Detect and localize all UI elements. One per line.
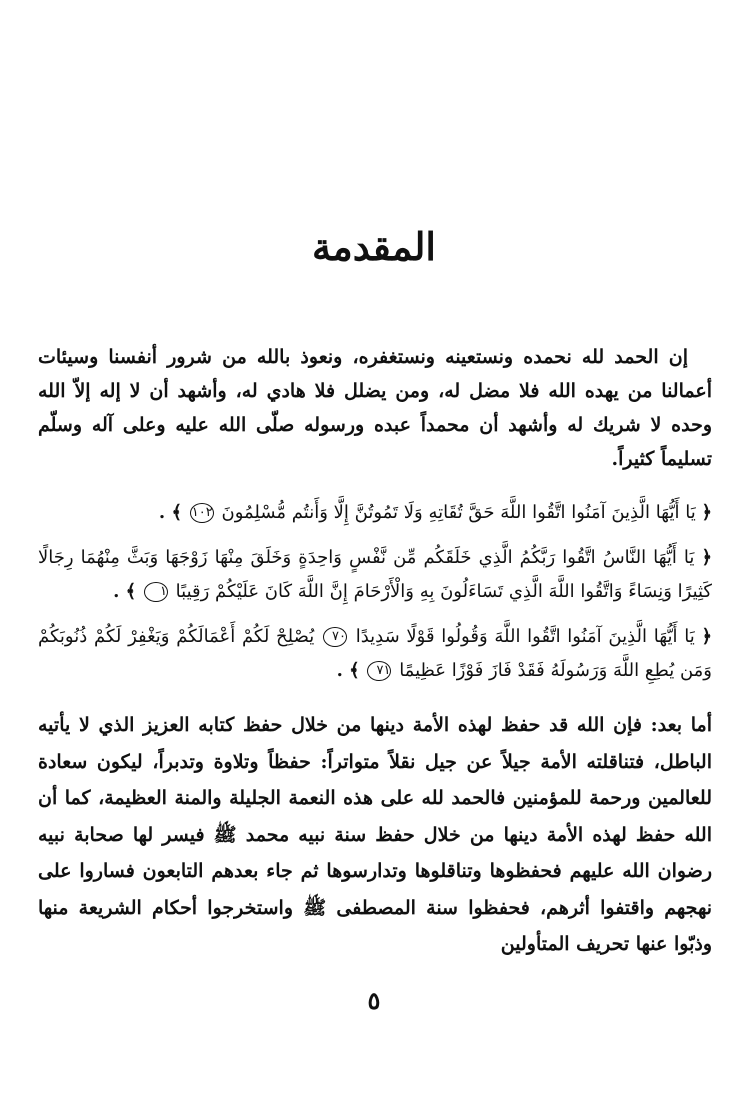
page-number: ٥	[367, 986, 381, 1015]
quran-verse-3	[38, 620, 712, 688]
verse-open-bracket: ﴿	[701, 547, 712, 568]
verse-number-b: ٧١	[367, 661, 391, 681]
page-title: المقدمة	[311, 224, 436, 269]
verse-number: ١٠٢	[190, 503, 214, 523]
verse-text: يَا أَيُّهَا النَّاسُ اتَّقُوا رَبَّكُمُ الَّذِي خَلَقَكُم مِّن نَّفْسٍ وَاحِدَةٍ وَخَلَقَ مِنْهَا زَوْجَهَا وَبَثَّ مِنْهُمَا رِجَالًا كَثِيرًا وَنِسَاءً وَاتَّقُوا اللَّهَ الَّذِي تَسَاءَلُونَ بِهِ وَالْأَرْحَامَ إِنَّ اللَّهَ كَانَ عَلَيْكُمْ رَقِيبًا	[38, 547, 712, 602]
verse-text-b: يُصْلِحْ لَكُمْ أَعْمَالَكُمْ وَيَغْفِرْ لَكُمْ ذُنُوبَكُمْ وَمَن يُطِعِ اللَّهَ وَرَسُولَهُ فَقَدْ فَازَ فَوْزًا عَظِيمًا	[38, 626, 712, 681]
verse-open-bracket: ﴿	[701, 502, 712, 523]
verse-open-bracket: ﴿	[701, 626, 712, 647]
verse-close-bracket: ﴾ .	[113, 581, 137, 602]
intro-paragraph: إن الحمد لله نحمده ونستعينه ونستغفره، ونعوذ بالله من شرور أنفسنا وسيئات أعمالنا من يهده الله فلا مضل له، ومن يضلل فلا هادي له، وأشهد أن لا إله إلاّ الله وحده لا شريك له وأشهد أن محمداً عبده ورسوله صلّى الله عليه وعلى آله وسلّم تسليماً كثيراً.	[38, 346, 712, 470]
body-lead: أما بعد:	[650, 714, 712, 736]
verse-close-bracket: ﴾ .	[158, 502, 183, 523]
verse-number-a: ٧٠	[323, 627, 347, 647]
verse-text-a: يَا أَيُّهَا الَّذِينَ آمَنُوا اتَّقُوا اللَّهَ وَقُولُوا قَوْلًا سَدِيدًا	[355, 626, 695, 647]
body-text: فإن الله قد حفظ لهذه الأمة دينها من خلال حفظ كتابه العزيز الذي لا يأتيه الباطل، فتناقلته الأمة جيلاً عن جيل نقلاً متواتراً: حفظاً وتلاوة وتدبراً، ليكون سعادة للعالمين ورحمة للمؤمنين فالحمد لله على هذه النعمة الجليلة والمنة العظيمة، كما أن الله حفظ لهذه الأمة دينها من خلال حفظ سنة نبيه محمد ﷺ فيسر لها صحابة نبيه رضوان الله عليهم فحفظوها وتناقلوها وتدارسوها ثم جاء بعدهم التابعون فساروا على نهجهم واقتفوا أثرهم، فحفظوا سنة المصطفى ﷺ واستخرجوا أحكام الشريعة منها وذبّوا عنها تحريف المتأولين	[38, 714, 712, 955]
quran-verse-1	[38, 496, 712, 530]
verse-close-bracket: ﴾ .	[336, 660, 360, 681]
verse-text: يَا أَيُّهَا الَّذِينَ آمَنُوا اتَّقُوا اللَّهَ حَقَّ تُقَاتِهِ وَلَا تَمُوتُنَّ إِلَّا وَأَنتُم مُّسْلِمُونَ	[221, 502, 696, 523]
quran-verse-2	[38, 541, 712, 609]
verse-number: ١	[144, 582, 168, 602]
body-paragraph	[38, 707, 712, 963]
